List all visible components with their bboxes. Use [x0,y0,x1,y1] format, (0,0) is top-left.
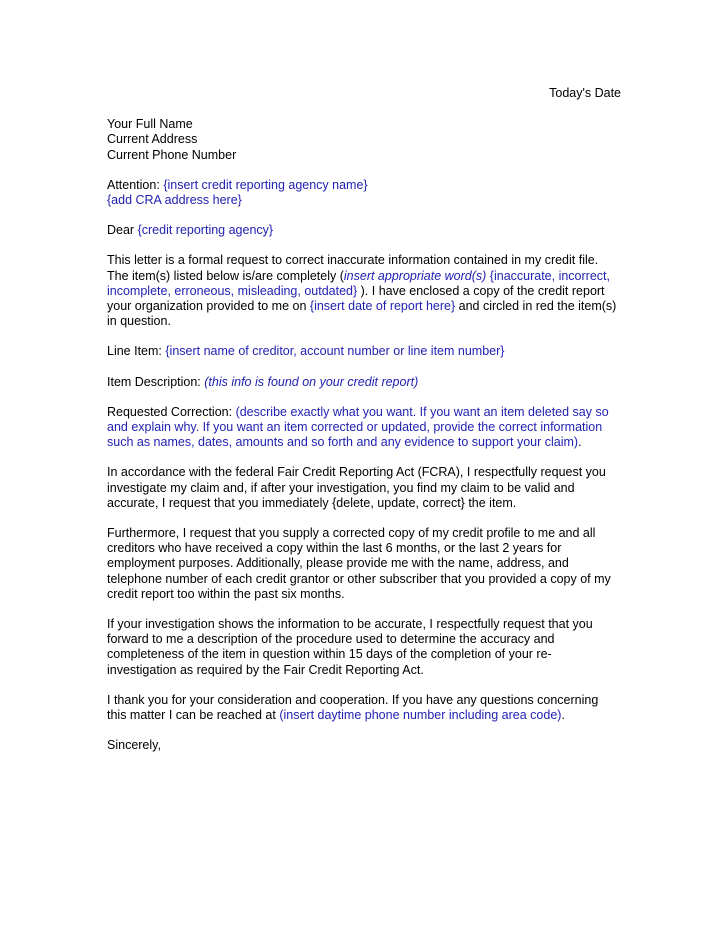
thanks-end: . [561,708,565,723]
attention-label: Attention: [107,177,160,192]
intro-text-1: This letter is a formal request to correct inaccurate information contained in my credit file. The item(s) listed below is/are completely ( [107,253,599,283]
salutation-label: Dear [107,223,135,238]
investigation-paragraph: If your investigation shows the information to be accurate, I respectfully request that you forward to me a description of the procedure used to determine the accuracy and completeness of the item in question within 15 days of the completion of your re-investigation as required by the Fair Credit Reporting Act. [107,617,593,677]
letter-date: Today's Date [549,86,621,100]
item-description-label: Item Description: [107,374,201,389]
fcra-paragraph: In accordance with the federal Fair Credit Reporting Act (FCRA), I respectfully request you investigate my claim and, if after your investigation, you find my claim to be valid and accurate, I request that you immediately {delete, update, correct} the item. [107,465,606,510]
intro-text-3: and circled in red the item(s) in question. [107,299,617,329]
intro-paragraph [107,253,621,329]
requested-correction-label: Requested Correction: [107,404,233,419]
line-item-placeholder: {insert name of creditor, account number or line item number} [165,344,505,359]
report-date-placeholder: {insert date of report here} [309,299,456,314]
requested-correction-end: . [578,435,582,450]
thanks-paragraph [107,693,621,723]
item-description [107,375,621,390]
line-item-label: Line Item: [107,344,162,359]
agency-address-placeholder: {add CRA address here} [107,193,242,208]
letter-page [107,86,621,769]
sender-address: Current Address [107,132,198,147]
attention-block [107,178,621,208]
closing: Sincerely, [107,738,161,753]
requested-correction-placeholder: (describe exactly what you want. If you want an item deleted say so and explain why. If you want an item corrected or updated, provide the correct information such as names, dates, amounts and so forth and any evidence to support your claim) [107,404,609,450]
agency-name-placeholder: {insert credit reporting agency name} [163,177,368,192]
requested-correction [107,405,621,451]
sender-phone: Current Phone Number [107,147,237,162]
salutation-placeholder: {credit reporting agency} [137,223,274,238]
furthermore-paragraph: Furthermore, I request that you supply a corrected copy of my credit profile to me and all creditors who have received a copy within the last 6 months, or the last 2 years for employment purposes. Additionally, please provide me with the name, address, and telephone number of each credit grantor or other subscriber that you provided a copy of my credit report too within the past six months. [107,526,611,601]
intro-words-placeholder: insert appropriate word(s) [343,268,487,283]
sender-block [107,117,621,163]
intro-word-options: {inaccurate, incorrect, incomplete, erroneous, misleading, outdated} [107,268,610,298]
line-item [107,344,621,359]
sender-name: Your Full Name [107,117,193,132]
item-description-placeholder: (this info is found on your credit report) [204,374,419,389]
salutation [107,223,621,238]
phone-placeholder: (insert daytime phone number including area code) [279,708,562,723]
thanks-text: I thank you for your consideration and cooperation. If you have any questions concerning this matter I can be reached at [107,692,599,723]
intro-text-2: ). I have enclosed a copy of the credit report your organization provided to me on [107,283,605,314]
